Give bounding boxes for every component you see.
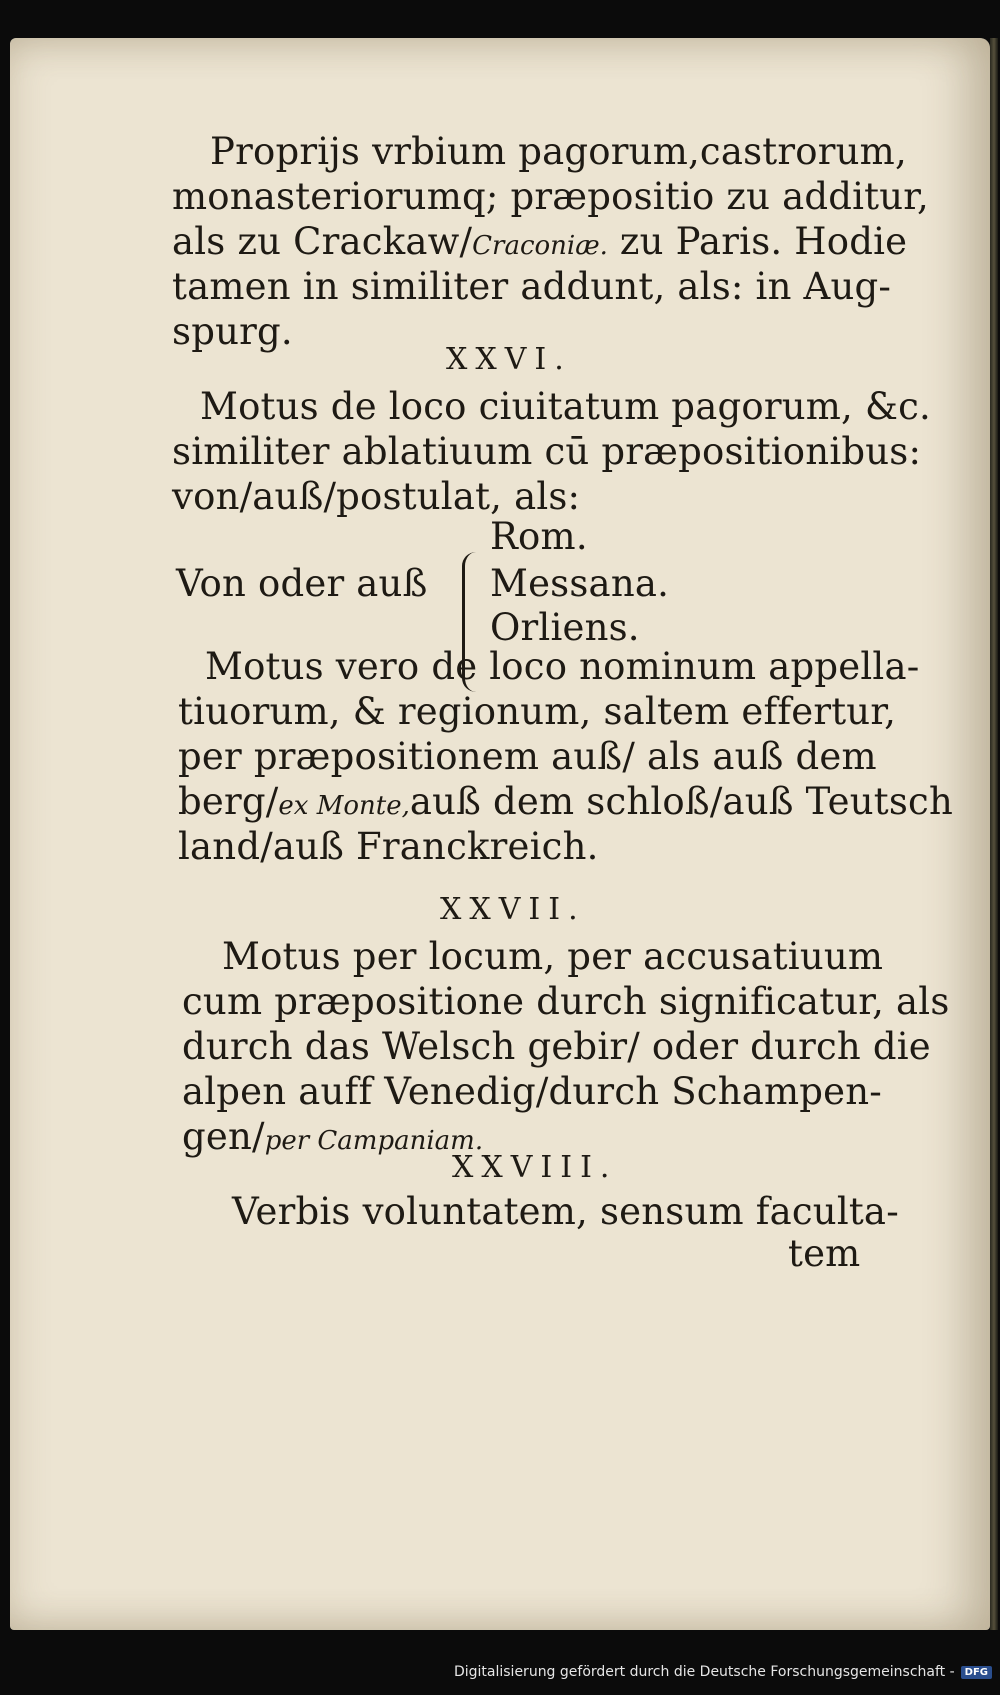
catchword: tem bbox=[788, 1232, 861, 1275]
credit-text: Digitalisierung gefördert durch die Deutsche Forschungsgemeinschaft - bbox=[453, 1664, 955, 1680]
digitization-credit bbox=[454, 1664, 992, 1680]
text-line-1: Proprijs vrbium pagorum,castrorum, bbox=[210, 130, 907, 173]
text-line-10: tiuorum, & regionum, saltem effertur, bbox=[178, 690, 897, 733]
text-segment: auß dem schloß/auß Teutsch bbox=[409, 780, 953, 823]
text-segment: zu Paris. Hodie bbox=[607, 220, 908, 263]
italic-gloss: Craconiæ. bbox=[472, 231, 608, 261]
text-line-12 bbox=[178, 780, 953, 823]
text-line-5: spurg. bbox=[172, 310, 293, 353]
text-line-2: monasteriorumq; præpositio zu additur, bbox=[172, 175, 930, 218]
section-heading-26: XXVI. bbox=[446, 342, 572, 377]
dfg-logo: DFG bbox=[961, 1666, 992, 1679]
text-line-13: land/auß Franckreich. bbox=[178, 825, 599, 868]
page-edge bbox=[990, 38, 998, 1630]
text-line-11: per præpositionem auß/ als auß dem bbox=[178, 735, 877, 778]
text-line-7: similiter ablatiuum cū præpositionibus: bbox=[172, 430, 922, 473]
text-line-6: Motus de loco ciuitatum pagorum, &c. bbox=[200, 385, 931, 428]
brace-item-2: Messana. bbox=[490, 562, 670, 605]
text-line-15: cum præpositione durch significatur, als bbox=[182, 980, 950, 1023]
text-line-17: alpen auff Venedig/durch Schampen- bbox=[182, 1070, 882, 1113]
text-line-18 bbox=[182, 1115, 483, 1158]
text-line-3 bbox=[172, 220, 907, 263]
text-line-16: durch das Welsch gebir/ oder durch die bbox=[182, 1025, 931, 1068]
text-line-19: Verbis voluntatem, sensum faculta- bbox=[232, 1190, 899, 1233]
italic-gloss: ex Monte, bbox=[278, 791, 410, 821]
section-heading-28: XXVIII. bbox=[452, 1150, 618, 1185]
text-line-14: Motus per locum, per accusatiuum bbox=[222, 935, 884, 978]
brace-item-3: Orliens. bbox=[490, 606, 640, 649]
italic-gloss: per Campaniam. bbox=[264, 1126, 484, 1156]
text-line-8: von/auß/postulat, als: bbox=[172, 475, 581, 518]
text-segment: berg/ bbox=[178, 780, 279, 823]
brace-lead-text: Von oder auß bbox=[176, 562, 428, 605]
text-line-4: tamen in similiter addunt, als: in Aug- bbox=[172, 265, 892, 308]
text-segment: gen/ bbox=[182, 1115, 265, 1158]
text-line-9: Motus vero de loco nominum appella- bbox=[205, 645, 920, 688]
brace-item-1: Rom. bbox=[490, 515, 588, 558]
text-segment: als zu Crackaw/ bbox=[172, 220, 473, 263]
section-heading-27: XXVII. bbox=[440, 892, 586, 927]
